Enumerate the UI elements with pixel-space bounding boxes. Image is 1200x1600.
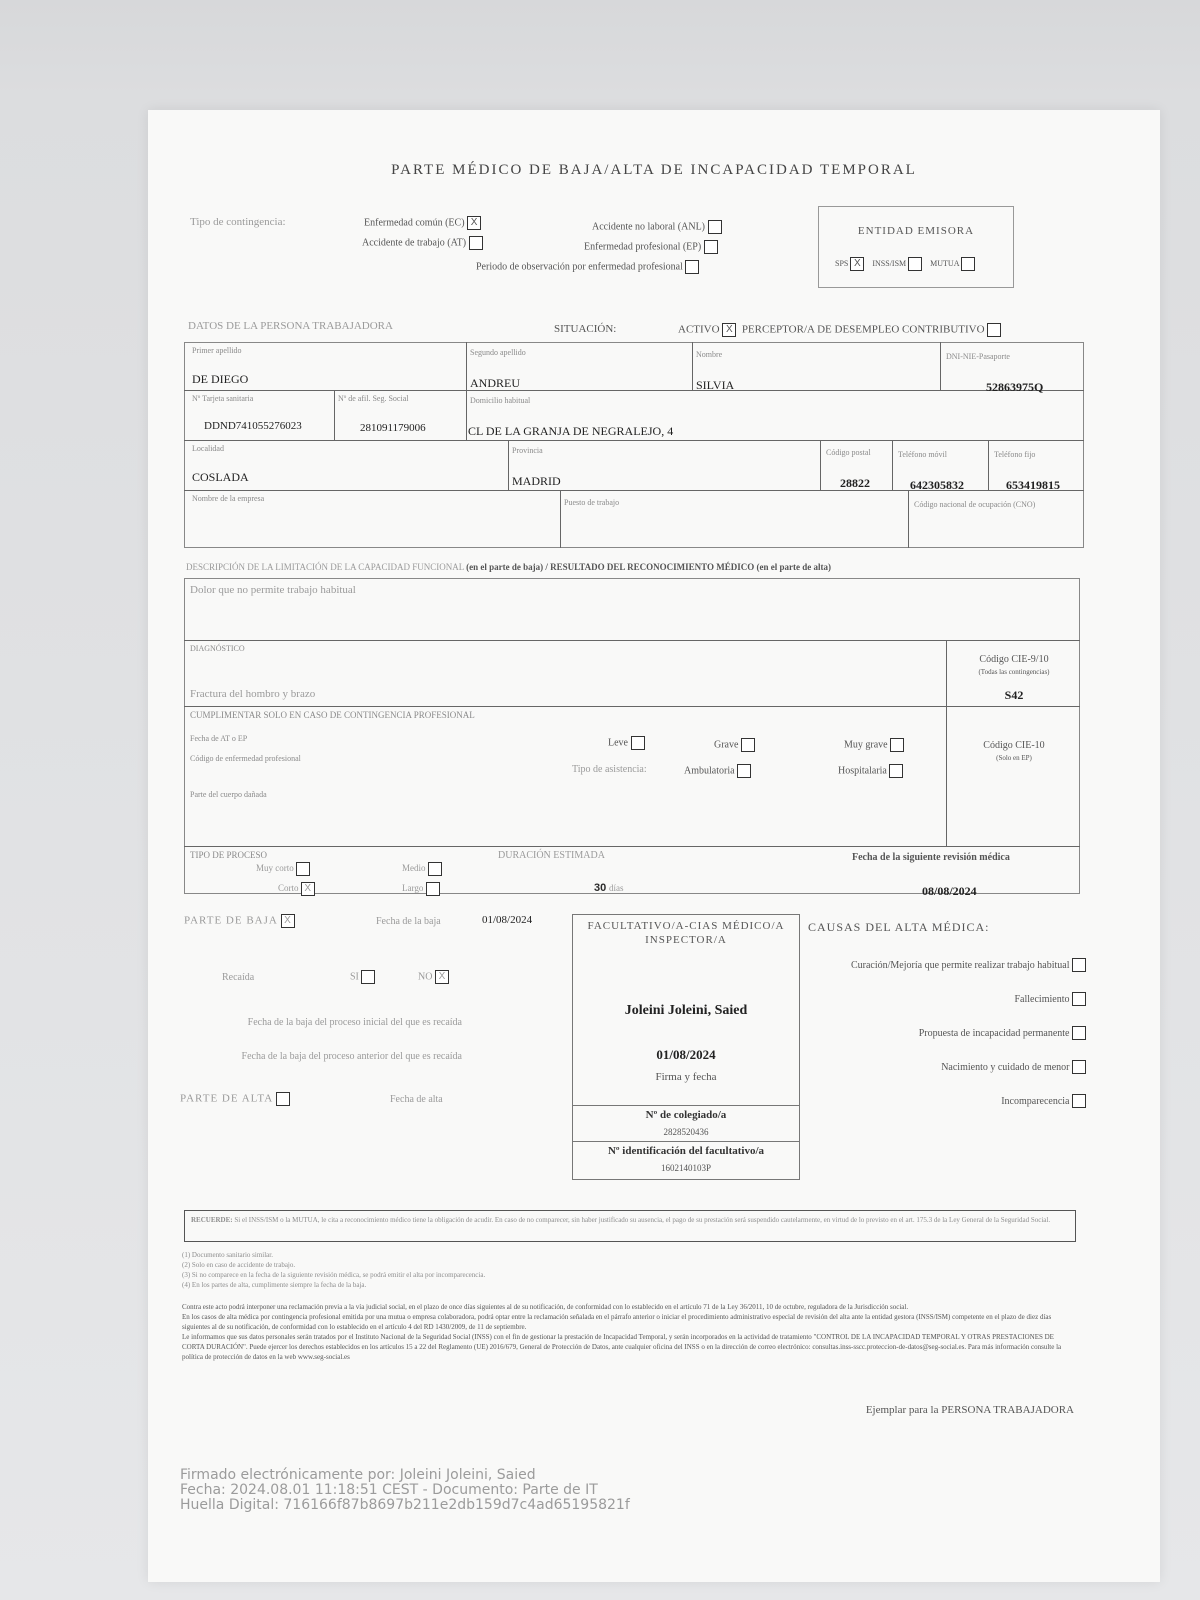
recuerde-label: RECUERDE:	[191, 1216, 233, 1224]
facultativo-fecha: 01/08/2024	[656, 1047, 716, 1062]
duracion-value: 30	[594, 882, 607, 894]
parte-alta-option	[180, 1092, 290, 1106]
footnote: (4) En los partes de alta, cumplimente siempre la fecha de la baja.	[182, 1281, 367, 1289]
entidad-emisora-box	[818, 206, 1014, 288]
mutua-label: MUTUA	[930, 258, 960, 268]
corto-option	[278, 882, 315, 896]
causa-checkbox[interactable]	[1072, 1094, 1086, 1108]
ap1-label: Primer apellido	[192, 346, 242, 355]
duracion-value-group	[594, 882, 624, 894]
nombre-value: SILVIA	[696, 378, 735, 392]
diagnostico-value: Fractura del hombro y brazo	[190, 688, 316, 700]
footnote: (2) Solo en caso de accidente de trabajo.	[182, 1261, 296, 1269]
grave-option	[714, 738, 755, 752]
tipo-asistencia-label: Tipo de asistencia:	[572, 764, 647, 775]
empresa-label: Nombre de la empresa	[192, 494, 265, 503]
tipo-proceso-label: TIPO DE PROCESO	[190, 850, 268, 860]
footnote: (1) Documento sanitario similar.	[182, 1251, 273, 1259]
tarjeta-value: DDND741055276023	[204, 420, 302, 432]
muy-corto-label: Muy corto	[256, 863, 294, 874]
cp-value: 28822	[840, 476, 870, 490]
sps-checkbox[interactable]: X	[850, 257, 864, 271]
trabajador-section-title: DATOS DE LA PERSONA TRABAJADORA	[188, 320, 393, 332]
contingencia-obs	[476, 260, 699, 274]
colegiado-label: Nº de colegiado/a	[645, 1109, 727, 1121]
leve-option	[608, 736, 645, 750]
ec-checkbox[interactable]: X	[467, 216, 481, 230]
contingencia-label: Tipo de contingencia:	[190, 216, 286, 228]
grave-checkbox[interactable]	[741, 738, 755, 752]
ambulatoria-option	[684, 764, 751, 778]
cie10-label: Código CIE-10	[983, 740, 1045, 751]
ambulatoria-checkbox[interactable]	[737, 764, 751, 778]
perceptor-label: PERCEPTOR/A DE DESEMPLEO CONTRIBUTIVO	[741, 323, 985, 336]
ep-checkbox[interactable]	[704, 240, 718, 254]
contingencia-anl	[592, 220, 722, 234]
dni-value: 52863975Q	[986, 380, 1044, 394]
parte-alta-checkbox[interactable]	[276, 1092, 290, 1106]
causa-item	[808, 1050, 1086, 1084]
muy-corto-checkbox[interactable]	[296, 862, 310, 876]
diagnostico-label: DIAGNÓSTICO	[190, 644, 245, 653]
medio-option	[402, 862, 442, 876]
duracion-label: DURACIÓN ESTIMADA	[498, 850, 605, 861]
proceso-inicial-label: Fecha de la baja del proceso inicial del que es recaída	[247, 1017, 462, 1028]
anl-label: Accidente no laboral (ANL)	[592, 221, 706, 233]
recuerde-body: Si el INSS/ISM o la MUTUA, le cita a reconocimiento médico tiene la obligación de acudir. En caso de no comparecer, sin haber justificado su ausencia, el pago de su prestación será suspendido cautelarmente, en virtud de lo previsto en el art. 175.3 de la Ley General de la Seguridad Social.	[234, 1216, 1051, 1224]
parte-baja-checkbox[interactable]: X	[281, 914, 295, 928]
descripcion-text: Dolor que no permite trabajo habitual	[190, 584, 356, 596]
recuerde-box	[184, 1210, 1076, 1242]
firma-electronica	[180, 1468, 630, 1513]
descripcion-heading-b: (en el parte de baja) / RESULTADO DEL RECONOCIMIENTO MÉDICO (en el parte de alta)	[466, 562, 831, 572]
parte-alta-label: PARTE DE ALTA	[180, 1092, 273, 1105]
obs-label: Periodo de observación por enfermedad profesional	[476, 261, 683, 273]
provincia-label: Provincia	[512, 446, 543, 455]
medio-checkbox[interactable]	[428, 862, 442, 876]
muy-corto-option	[256, 862, 310, 876]
descripcion-heading	[186, 562, 1086, 572]
dni-label: DNI-NIE-Pasaporte	[946, 352, 1010, 361]
facultativo-title: FACULTATIVO/A-CIAS MÉDICO/A INSPECTOR/A	[587, 920, 785, 946]
entidad-title: ENTIDAD EMISORA	[857, 225, 975, 237]
cno-label: Código nacional de ocupación (CNO)	[914, 500, 1036, 509]
activo-label: ACTIVO	[678, 323, 720, 336]
inss-checkbox[interactable]	[908, 257, 922, 271]
colegiado-value: 2828520436	[663, 1127, 709, 1137]
perceptor-checkbox[interactable]	[987, 323, 1001, 337]
muy-grave-option	[844, 738, 904, 752]
proceso-anterior-label: Fecha de la baja del proceso anterior del que es recaída	[241, 1051, 462, 1062]
largo-label: Largo	[402, 883, 424, 894]
firma-fecha-label: Firma y fecha	[655, 1071, 717, 1083]
tarjeta-label: Nº Tarjeta sanitaria	[192, 394, 254, 403]
descripcion-heading-a: DESCRIPCIÓN DE LA LIMITACIÓN DE LA CAPACIDAD FUNCIONAL	[186, 562, 464, 572]
domicilio-value: CL DE LA GRANJA DE NEGRALEJO, 4	[468, 424, 674, 438]
nss-label: Nº de afil. Seg. Social	[338, 394, 409, 403]
provincia-value: MADRID	[512, 474, 561, 488]
document-page	[148, 110, 1160, 1582]
localidad-value: COSLADA	[192, 470, 249, 484]
firma-line: Huella Digital: 716166f87b8697b211e2db159d7c4ad65195821f	[180, 1497, 630, 1513]
causa-item	[808, 1084, 1086, 1118]
causa-item	[808, 982, 1086, 1016]
revision-label: Fecha de la siguiente revisión médica	[852, 852, 1010, 863]
nss-value: 281091179006	[360, 422, 426, 434]
firma-line: Firmado electrónicamente por: Joleini Joleini, Saied	[180, 1467, 536, 1483]
leve-checkbox[interactable]	[631, 736, 645, 750]
revision-value: 08/08/2024	[922, 884, 977, 898]
cie-value: S42	[1004, 688, 1024, 702]
recuerde-text	[191, 1215, 1069, 1225]
causas-list	[808, 948, 1086, 1118]
grave-label: Grave	[714, 739, 739, 751]
fecha-baja-value: 01/08/2024	[482, 914, 533, 926]
situacion-label: SITUACIÓN:	[554, 323, 617, 335]
causa-label: Incomparecencia	[1001, 1095, 1070, 1107]
hospitalaria-label: Hospitalaria	[838, 765, 887, 777]
fecha-baja-label: Fecha de la baja	[376, 916, 441, 927]
si-checkbox[interactable]	[361, 970, 375, 984]
cp-label: Código postal	[826, 448, 871, 457]
activo-checkbox[interactable]: X	[722, 323, 736, 337]
causa-checkbox[interactable]	[1072, 958, 1086, 972]
parte-baja-label: PARTE DE BAJA	[184, 914, 278, 927]
fecha-at-label: Fecha de AT o EP	[190, 734, 248, 743]
si-label: SI	[350, 971, 359, 983]
corto-label: Corto	[278, 883, 299, 894]
legal-paragraph: En los casos de alta médica por contingencia profesional emitida por una mutua o empresa colaboradora, podrá optar entre la reclamación señalada en el párrafo anterior o iniciar el procedimiento administrativo especial de revisión del alta ante la entidad gestora (INSS/ISM) competente en el plazo de diez días siguientes al de su notificación, de conformidad con lo establecido en el artículo 4 del RD 1430/2009, de 11 de septiembre.	[182, 1313, 1052, 1331]
fecha-alta-label: Fecha de alta	[390, 1094, 443, 1105]
cod-enf-label: Código de enfermedad profesional	[190, 754, 301, 763]
movil-value: 642305832	[910, 478, 964, 492]
cie-sublabel: (Todas las contingencias)	[978, 668, 1050, 676]
causa-label: Propuesta de incapacidad permanente	[918, 1027, 1070, 1039]
hospitalaria-checkbox[interactable]	[889, 764, 903, 778]
no-label: NO	[418, 971, 433, 983]
contingencia-ep	[584, 240, 718, 254]
muy-grave-checkbox[interactable]	[890, 738, 904, 752]
identificacion-label: Nº identificación del facultativo/a	[607, 1145, 765, 1157]
leve-label: Leve	[608, 737, 628, 749]
largo-option	[402, 882, 440, 896]
causa-label: Curación/Mejoría que permite realizar trabajo habitual	[850, 959, 1070, 971]
recaida-no-option	[418, 970, 449, 984]
ep-label: Enfermedad profesional (EP)	[584, 241, 702, 253]
fijo-label: Teléfono fijo	[994, 450, 1036, 459]
causa-label: Fallecimiento	[1014, 993, 1070, 1005]
ap2-value: ANDREU	[470, 376, 520, 390]
sps-label: SPS	[835, 258, 849, 268]
entidad-options	[835, 257, 975, 271]
legal-paragraph: Contra este acto podrá interponer una reclamación previa a la vía judicial social, en el plazo de once días siguientes al de su notificación, de conformidad con lo establecido en el artículo 71 de la Ley 36/2011, 10 de octubre, reguladora de la Jurisdicción social.	[182, 1303, 909, 1311]
ejemplar-label: Ejemplar para la PERSONA TRABAJADORA	[865, 1404, 1074, 1416]
fijo-value: 653419815	[1006, 478, 1060, 492]
dias-label: días	[609, 883, 624, 893]
localidad-label: Localidad	[192, 444, 224, 453]
ap1-value: DE DIEGO	[192, 372, 249, 386]
recaida-si-option	[350, 970, 375, 984]
hospitalaria-option	[838, 764, 903, 778]
complementar-label: CUMPLIMENTAR SOLO EN CASO DE CONTINGENCIA PROFESIONAL	[190, 710, 475, 720]
identificacion-value: 1602140103P	[660, 1163, 711, 1173]
facultativo-nombre: Joleini Joleini, Saied	[624, 1003, 748, 1018]
parte-cuerpo-label: Parte del cuerpo dañada	[190, 790, 267, 799]
cie10-sublabel: (Solo en EP)	[996, 754, 1032, 762]
contingencia-ec	[364, 216, 481, 230]
ap2-label: Segundo apellido	[470, 348, 526, 357]
causas-title: CAUSAS DEL ALTA MÉDICA:	[808, 920, 990, 934]
obs-checkbox[interactable]	[685, 260, 699, 274]
domicilio-label: Domicilio habitual	[470, 396, 531, 405]
activo-option	[678, 323, 1001, 337]
facultativo-box	[572, 914, 800, 1180]
trabajador-grid	[184, 342, 1084, 548]
document-title: PARTE MÉDICO DE BAJA/ALTA DE INCAPACIDAD TEMPORAL	[391, 162, 917, 178]
movil-label: Teléfono móvil	[898, 450, 947, 459]
causa-item	[808, 1016, 1086, 1050]
contingencia-at	[362, 236, 483, 250]
ec-label: Enfermedad común (EC)	[364, 217, 465, 229]
medio-label: Medio	[402, 863, 426, 874]
legal-paragraph: Le informamos que sus datos personales serán tratados por el Instituto Nacional de la Seguridad Social (INSS) con el fin de gestionar la prestación de Incapacidad Temporal, y serán incorporados en la actividad de tratamiento "CONTROL DE LA INCAPACIDAD TEMPORAL Y OTRAS PRESTACIONES DE CORTA DURACIÓN". Puede ejercer los derechos establecidos en los artículos 15 a 22 del Reglamento (UE) 2016/679, General de Protección de Datos, ante cualquier oficina del INSS o en la dirección de correo electrónico: consultas.inss-sscc.proteccion-de-datos@seg-social.es. Para más información consulte la política de protección de datos en la web www.seg-social.es	[182, 1333, 1062, 1361]
causa-checkbox[interactable]	[1072, 1026, 1086, 1040]
causa-checkbox[interactable]	[1072, 1060, 1086, 1074]
causa-checkbox[interactable]	[1072, 992, 1086, 1006]
anl-checkbox[interactable]	[708, 220, 722, 234]
legal-text	[182, 1302, 1078, 1362]
footnote: (3) Si no comparece en la fecha de la siguiente revisión médica, se podrá emitir el alta por incomparecencia.	[182, 1271, 486, 1279]
recaida-label: Recaída	[222, 972, 255, 983]
ambulatoria-label: Ambulatoria	[684, 765, 735, 777]
largo-checkbox[interactable]	[426, 882, 440, 896]
firma-line: Fecha: 2024.08.01 11:18:51 CEST - Documento: Parte de IT	[180, 1482, 598, 1498]
cie-label: Código CIE-9/10	[979, 654, 1049, 665]
corto-checkbox[interactable]: X	[301, 882, 315, 896]
at-label: Accidente de trabajo (AT)	[362, 237, 467, 249]
at-checkbox[interactable]	[469, 236, 483, 250]
puesto-label: Puesto de trabajo	[564, 498, 620, 507]
no-checkbox[interactable]: X	[435, 970, 449, 984]
causa-label: Nacimiento y cuidado de menor	[941, 1061, 1070, 1073]
muy-grave-label: Muy grave	[844, 739, 888, 751]
mutua-checkbox[interactable]	[961, 257, 975, 271]
nombre-label: Nombre	[696, 350, 723, 359]
inss-label: INSS/ISM	[872, 258, 907, 268]
parte-baja-option	[184, 914, 295, 928]
causa-item	[808, 948, 1086, 982]
footnotes	[182, 1250, 1078, 1290]
